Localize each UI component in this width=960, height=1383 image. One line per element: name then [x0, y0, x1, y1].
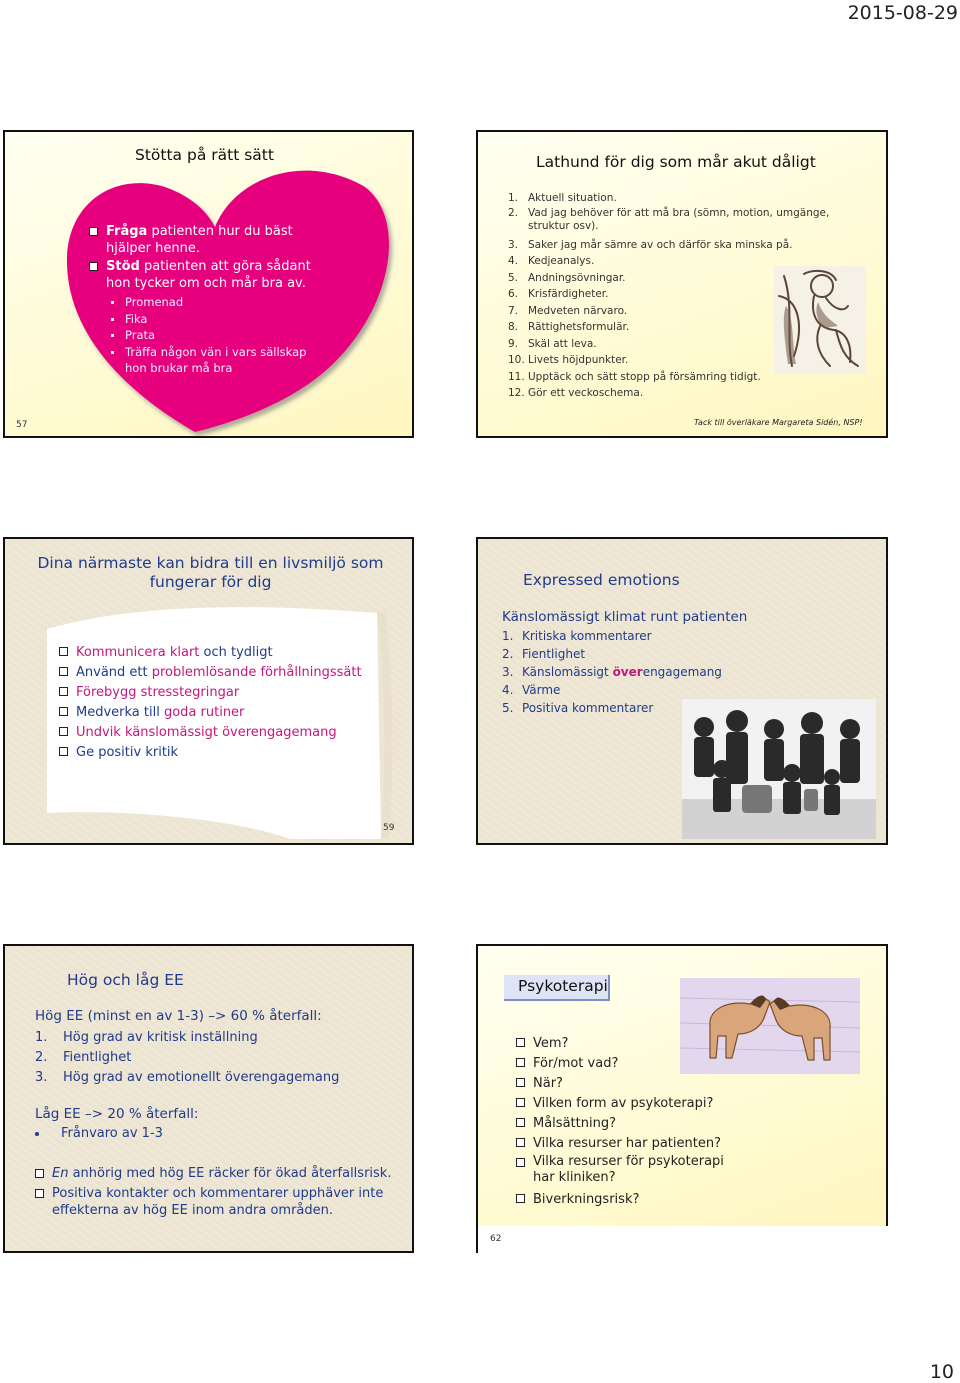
- slide3-title: Dina närmaste kan bidra till en livsmiljö som fungerar för dig: [37, 554, 384, 591]
- slide4-item: 5. Positiva kommentarer: [502, 701, 654, 715]
- slide3-bullet: Förebygg stresstegringar: [59, 683, 379, 702]
- slide1-subitem: Fika: [105, 311, 320, 328]
- slide6-title: Psykoterapi: [518, 977, 608, 995]
- slide1-subitems: [105, 294, 320, 377]
- slide5-low-heading: Låg EE –> 20 % återfall:: [35, 1106, 199, 1122]
- slide5-high-item: 1. Hög grad av kritisk inställning: [35, 1030, 258, 1045]
- slide5-high-item: 2. Fientlighet: [35, 1050, 132, 1065]
- slide6-number: 62: [490, 1234, 502, 1244]
- slide1-bullet: Fråga patienten hur du bäst hjälper henne.: [89, 223, 339, 257]
- slide-stotta: [3, 130, 414, 438]
- slide4-item: 3. Känslomässigt överengagemang: [502, 665, 722, 679]
- slide5-low-item: Frånvaro av 1-3: [35, 1126, 163, 1141]
- slide-lathund: [476, 130, 888, 438]
- slide3-number: 59: [383, 823, 395, 833]
- slide5-high-list: [35, 1028, 395, 1088]
- slide2-item: 5. Andningsövningar.: [508, 271, 626, 284]
- slide6-bullet: Målsättning?: [516, 1114, 756, 1133]
- header-date: 2015-08-29: [847, 2, 958, 24]
- slide3-bullet: Kommunicera klart och tydligt: [59, 643, 379, 662]
- slide2-item: 3. Saker jag mår sämre av och därför ska minska på.: [508, 238, 793, 251]
- slide5-note: En anhörig med hög EE räcker för ökad återfallsrisk.: [35, 1165, 405, 1182]
- slide4-subtitle: Känslomässigt klimat runt patienten: [502, 609, 748, 625]
- slide3-bullet: Ge positiv kritik: [59, 743, 379, 762]
- slide2-item: 2. Vad jag behöver för att må bra (sömn, motion, umgänge, struktur osv).: [508, 206, 830, 232]
- slide3-bullet: Medverka till goda rutiner: [59, 703, 379, 722]
- slide6-bullet: Vilka resurser har patienten?: [516, 1134, 756, 1153]
- slide1-number: 57: [16, 420, 28, 430]
- slide5-high-heading: Hög EE (minst en av 1-3) –> 60 % återfall:: [35, 1008, 322, 1024]
- slide6-bullet: Vilken form av psykoterapi?: [516, 1094, 756, 1113]
- slide1-subitem: Träffa någon vän i vars sällskap hon brukar må bra: [105, 344, 320, 377]
- slide6-bullet: När?: [516, 1074, 756, 1093]
- slide1-bullet: Stöd patienten att göra sådant hon tycker om och mår bra av.: [89, 258, 339, 292]
- slide1-title: Stötta på rätt sätt: [135, 146, 274, 164]
- slide2-item: 8. Rättighetsformulär.: [508, 321, 630, 333]
- slide-psykoterapi: [476, 944, 888, 1226]
- slide2-item: 6. Krisfärdigheter.: [508, 288, 609, 300]
- sketch-person-image: [774, 266, 866, 374]
- slide2-item: 12. Gör ett veckoschema.: [508, 387, 644, 399]
- group-drawing-image: [682, 699, 876, 839]
- slide4-item: 2. Fientlighet: [502, 647, 586, 661]
- slide6-bottom-line: [476, 1226, 478, 1253]
- slide1-subitem: Prata: [105, 327, 320, 344]
- slide6-bullet: För/mot vad?: [516, 1054, 756, 1073]
- slide2-item: 7. Medveten närvaro.: [508, 304, 628, 317]
- slide6-bullet: Vem?: [516, 1034, 756, 1053]
- slide2-item: 1. Aktuell situation.: [508, 192, 617, 204]
- slide1-bullets: [89, 223, 339, 293]
- slide5-high-item: 3. Hög grad av emotionellt överengagemang: [35, 1070, 340, 1085]
- slide3-bullet: Använd ett problemlösande förhållningssätt: [59, 663, 379, 682]
- footer-page-number: 10: [929, 1361, 954, 1383]
- slide2-credit: Tack till överläkare Margareta Sidén, NSP!: [694, 418, 863, 427]
- slide-hog-lag-ee: [3, 944, 414, 1253]
- slide2-item: 9. Skäl att leva.: [508, 337, 597, 350]
- slide-expressed-emotions: [476, 537, 888, 845]
- slide2-item: 4. Kedjeanalys.: [508, 255, 595, 267]
- slide5-title: Hög och låg EE: [67, 971, 184, 989]
- slide-livsmiljo: [3, 537, 414, 845]
- slide6-bullets: [516, 1034, 756, 1210]
- slide3-bullets: [59, 643, 379, 763]
- slide2-item: 11. Upptäck och sätt stopp på försämring tidigt.: [508, 370, 761, 383]
- slide2-item: 10. Livets höjdpunkter.: [508, 354, 629, 366]
- slide4-item: 4. Värme: [502, 683, 561, 697]
- slide6-bullet: Biverkningsrisk?: [516, 1190, 756, 1209]
- slide6-bullet: Vilka resurser för psykoterapi har kliniken?: [516, 1154, 738, 1186]
- slide5-note: Positiva kontakter och kommentarer upphäver inte effekterna av hög EE inom andra områden.: [35, 1185, 405, 1219]
- slide4-title: Expressed emotions: [523, 571, 680, 589]
- slide4-item: 1. Kritiska kommentarer: [502, 629, 652, 643]
- bullet-dot-icon: [35, 1132, 39, 1136]
- slide1-subitem: Promenad: [105, 294, 320, 311]
- slide3-bullet: Undvik känslomässigt överengagemang: [59, 723, 379, 742]
- slide2-title: Lathund för dig som mår akut dåligt: [536, 153, 816, 171]
- slide5-notes: [35, 1165, 405, 1220]
- slide6-title-box: [504, 975, 610, 1001]
